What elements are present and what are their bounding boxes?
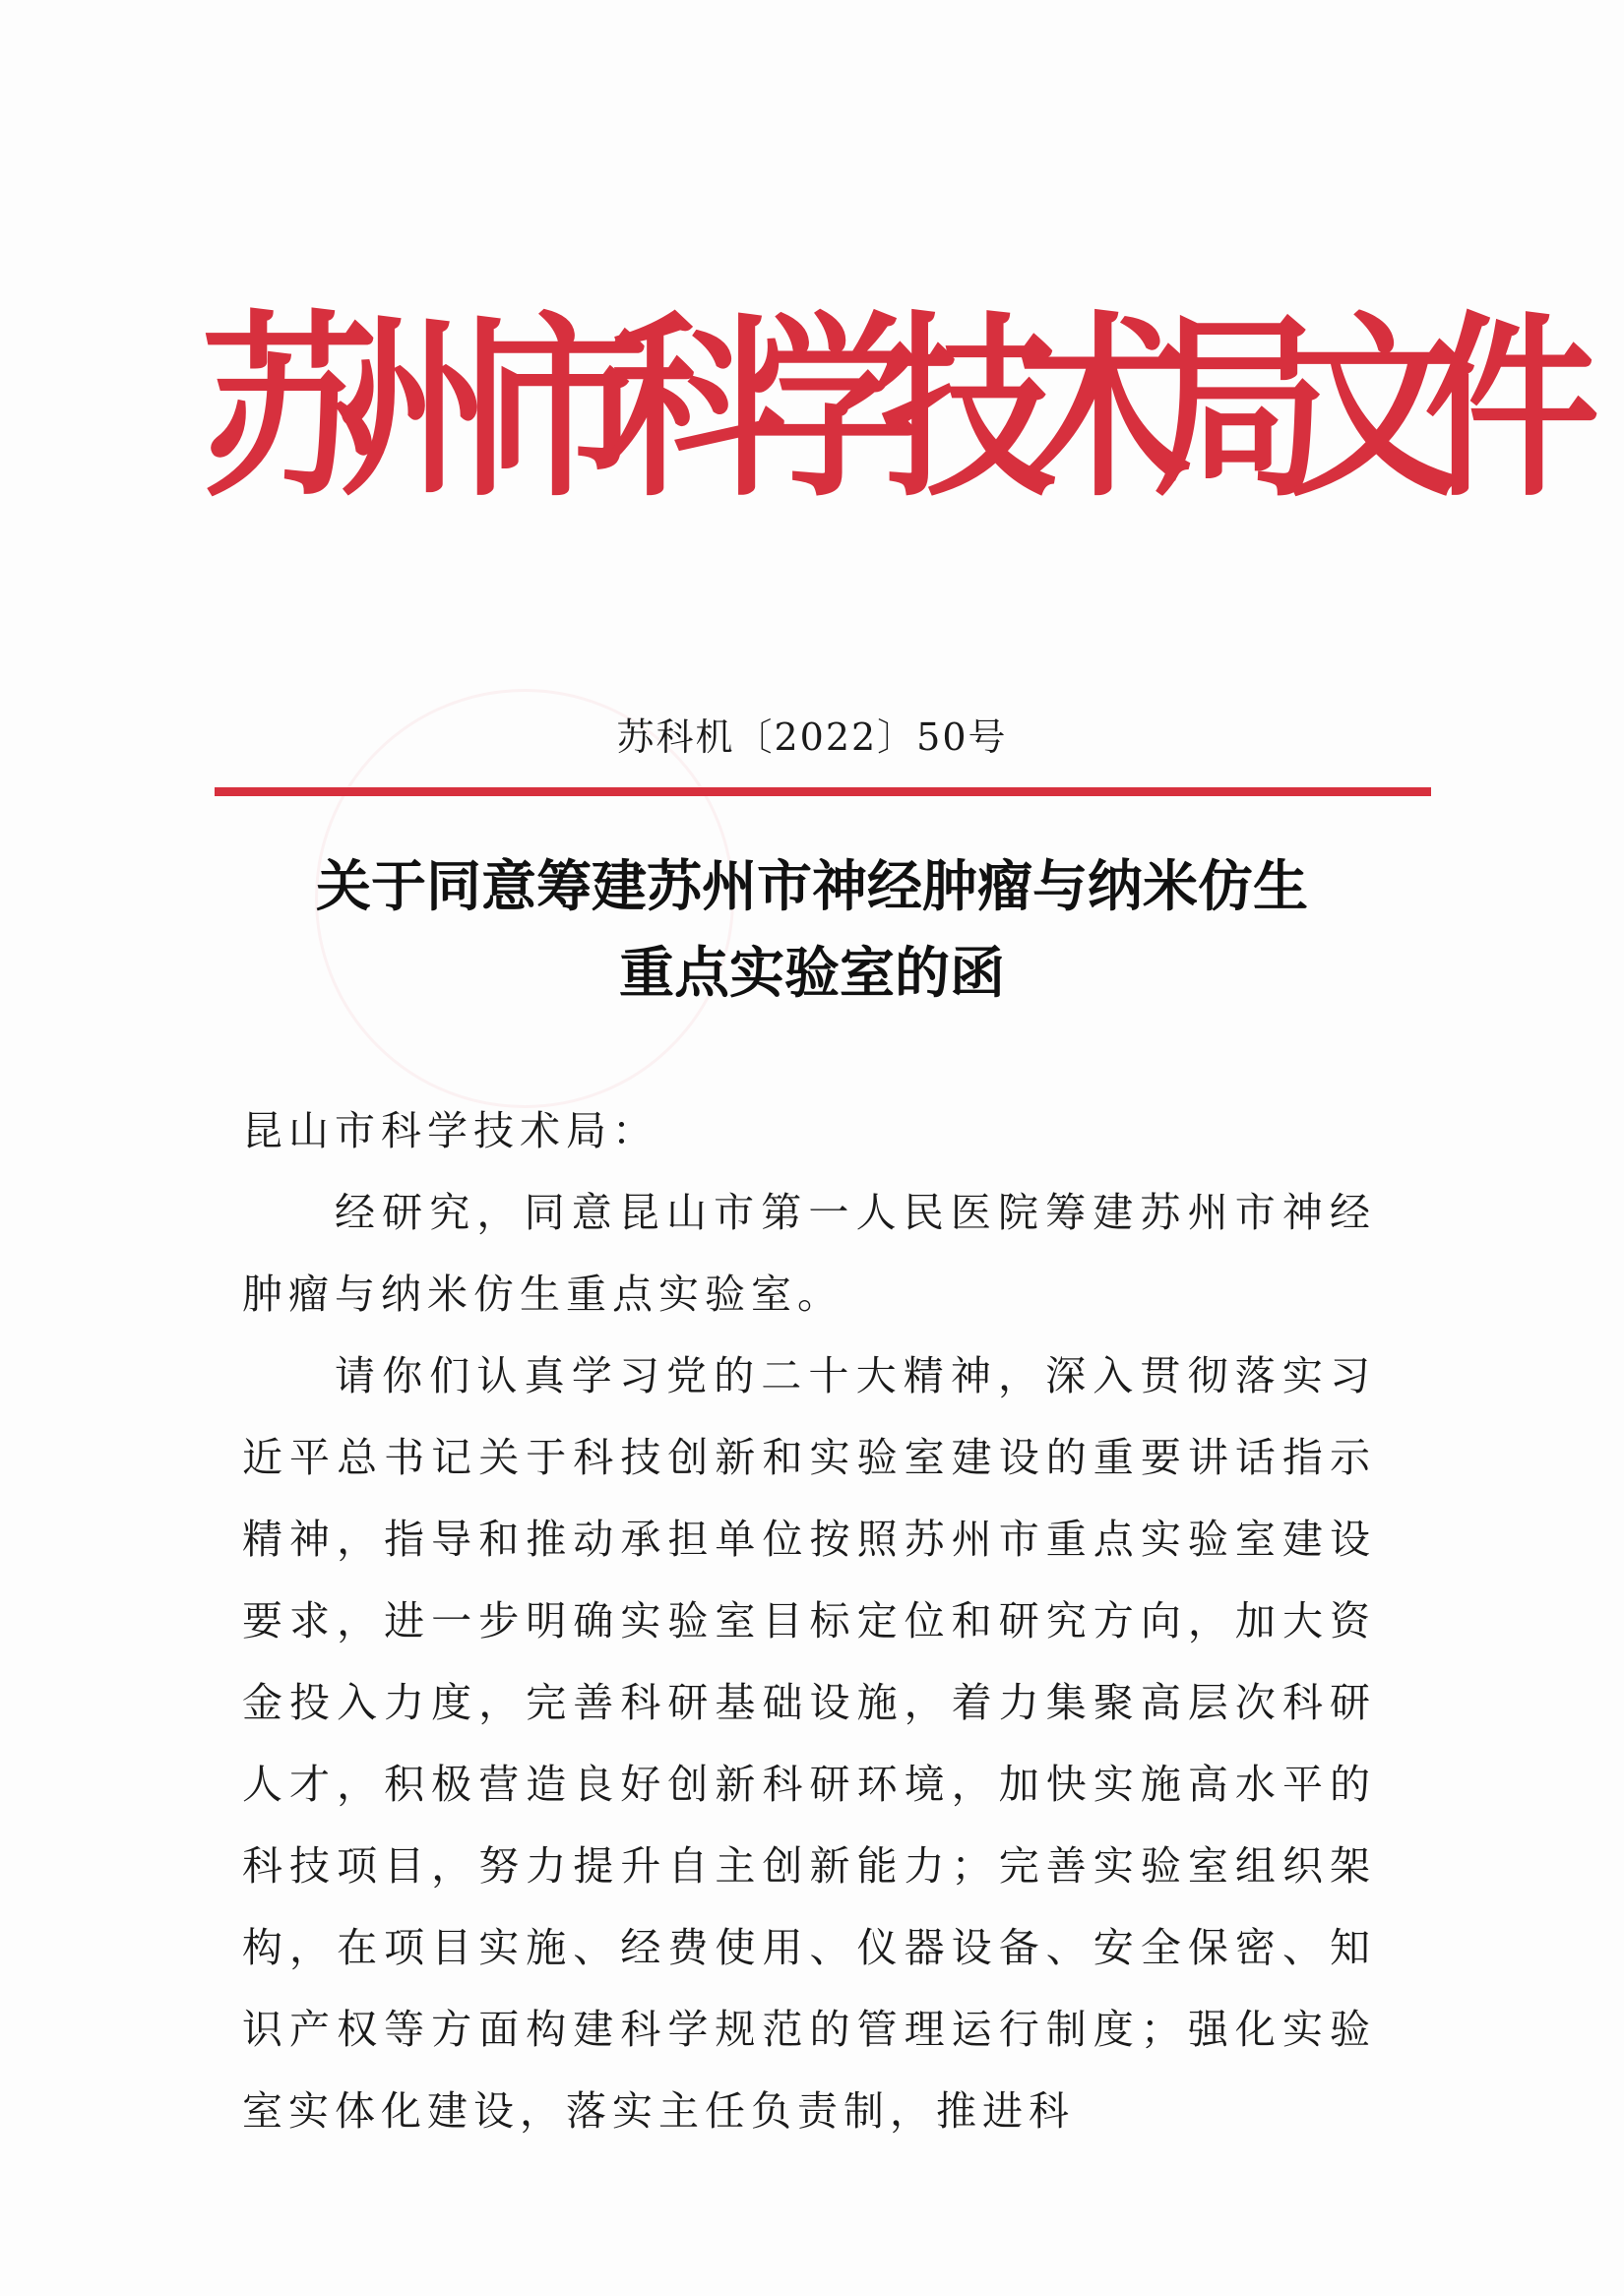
body-paragraph: 请你们认真学习党的二十大精神，深入贯彻落实习近平总书记关于科技创新和实验室建设的重要讲话指示精神，指导和推动承担单位按照苏州市重点实验室建设要求，进一步明确实验室目标定位和研究方向，加大资金投入力度，完善科研基础设施，着力集聚高层次科研人才，积极营造良好创新科研环境，加快实施高水平的科技项目，努力提升自主创新能力；完善实验室组织架构，在项目实施、经费使用、仪器设备、安全保密、知识产权等方面构建科学规范的管理运行制度；强化实验室实体化建设，落实主任负责制，推进科: [242, 1352, 1376, 2135]
masthead-char: 科: [609, 292, 784, 524]
title-line: 重点实验室的函: [619, 942, 1005, 1006]
masthead-char: 局: [1153, 292, 1328, 524]
masthead-char: 件: [1424, 292, 1599, 524]
red-divider-rule: [215, 787, 1431, 796]
document-body: [242, 1090, 1376, 2152]
masthead-char: 文: [1288, 292, 1464, 524]
masthead: [202, 281, 1599, 535]
salutation: 昆山市科学技术局：: [242, 1107, 658, 1154]
masthead-char: 术: [1017, 292, 1192, 524]
masthead-char: 技: [881, 292, 1056, 524]
document-title: [0, 844, 1624, 1018]
masthead-char: 州: [338, 292, 513, 524]
masthead-char: 学: [745, 292, 920, 524]
document-number: 苏科机〔2022〕50号: [616, 715, 1008, 759]
body-paragraph: 经研究，同意昆山市第一人民医院筹建苏州市神经肿瘤与纳米仿生重点实验室。: [242, 1189, 1376, 1318]
masthead-char: 市: [473, 292, 649, 524]
masthead-char: 苏: [202, 292, 377, 524]
title-line: 关于同意筹建苏州市神经肿瘤与纳米仿生: [316, 855, 1308, 919]
